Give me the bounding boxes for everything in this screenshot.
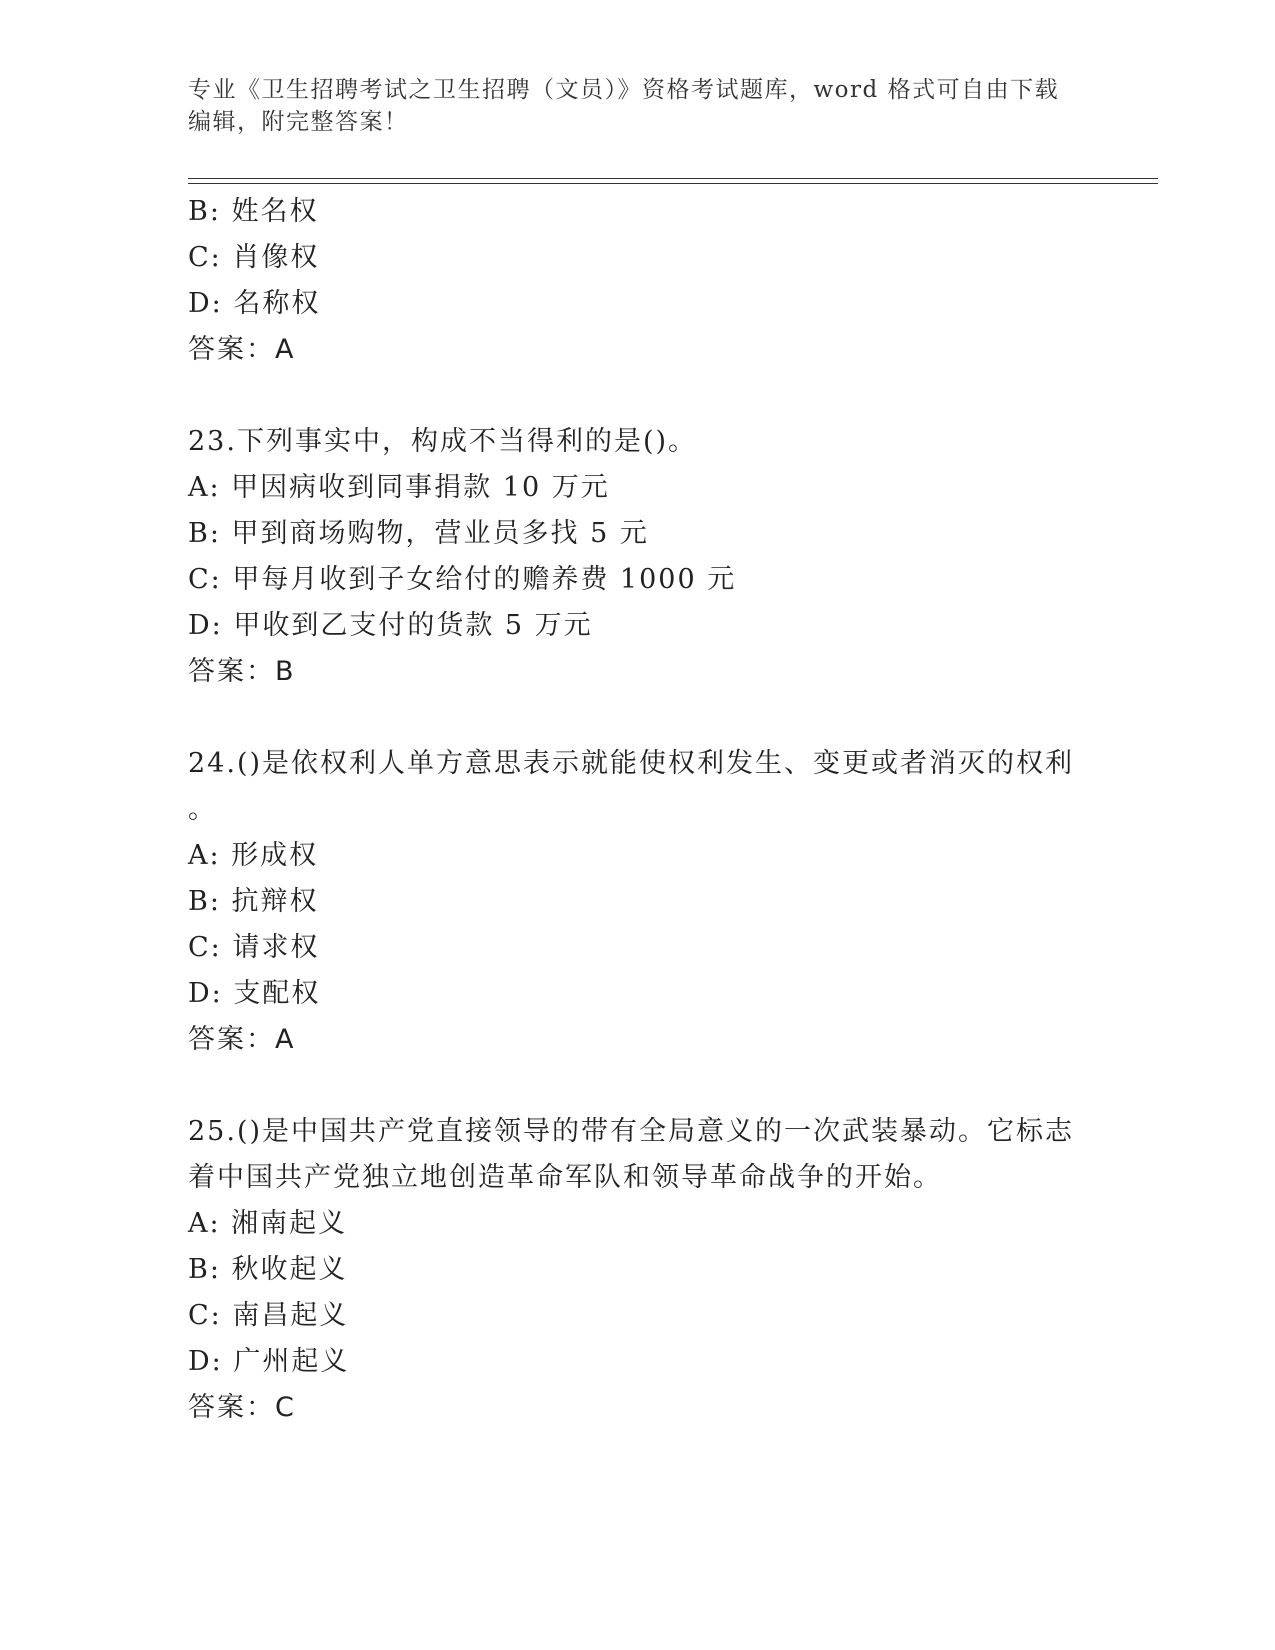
option-d: D: 广州起义 (188, 1346, 350, 1377)
option-a: A: 湘南起义 (188, 1208, 348, 1239)
question-24 (188, 741, 1088, 1063)
option-c: C: 请求权 (188, 932, 320, 963)
option-d: D: 名称权 (188, 288, 321, 319)
question-list (188, 189, 1088, 1431)
answer: 答案：C (188, 1392, 296, 1423)
answer: 答案：A (188, 334, 296, 365)
option-c: C: 甲每月收到子女给付的赡养费 1000 元 (188, 564, 737, 595)
question-25 (188, 1109, 1088, 1431)
question-stem-line-2: 。 (188, 794, 217, 825)
option-b: B: 甲到商场购物，营业员多找 5 元 (188, 518, 649, 549)
option-b: B: 抗辩权 (188, 886, 319, 917)
question-stem-line-2: 着中国共产党独立地创造革命军队和领导革命战争的开始。 (188, 1162, 942, 1193)
header-line-1: 专业《卫生招聘考试之卫生招聘（文员）》资格考试题库，word 格式可自由下载 (188, 77, 1060, 103)
option-d: D: 甲收到乙支付的货款 5 万元 (188, 610, 593, 641)
question-stem-line-1: 25.()是中国共产党直接领导的带有全局意义的一次武装暴动。它标志 (188, 1116, 1075, 1147)
header-line-2: 编辑，附完整答案！ (188, 109, 409, 135)
question-22-tail (188, 189, 1088, 373)
answer: 答案：B (188, 656, 296, 687)
question-stem-line-1: 24.()是依权利人单方意思表示就能使权利发生、变更或者消灭的权利 (188, 748, 1075, 779)
option-c: C: 肖像权 (188, 242, 320, 273)
option-a: A: 甲因病收到同事捐款 10 万元 (188, 472, 610, 503)
option-c: C: 南昌起义 (188, 1300, 349, 1331)
option-b: B: 秋收起义 (188, 1254, 348, 1285)
option-d: D: 支配权 (188, 978, 321, 1009)
option-a: A: 形成权 (188, 840, 319, 871)
question-stem: 23.下列事实中，构成不当得利的是()。 (188, 426, 698, 457)
document-header (188, 74, 1068, 138)
header-divider-bottom (188, 183, 1158, 184)
option-b: B: 姓名权 (188, 196, 319, 227)
answer: 答案：A (188, 1024, 296, 1055)
header-divider-top (188, 178, 1158, 179)
question-23 (188, 419, 1088, 695)
